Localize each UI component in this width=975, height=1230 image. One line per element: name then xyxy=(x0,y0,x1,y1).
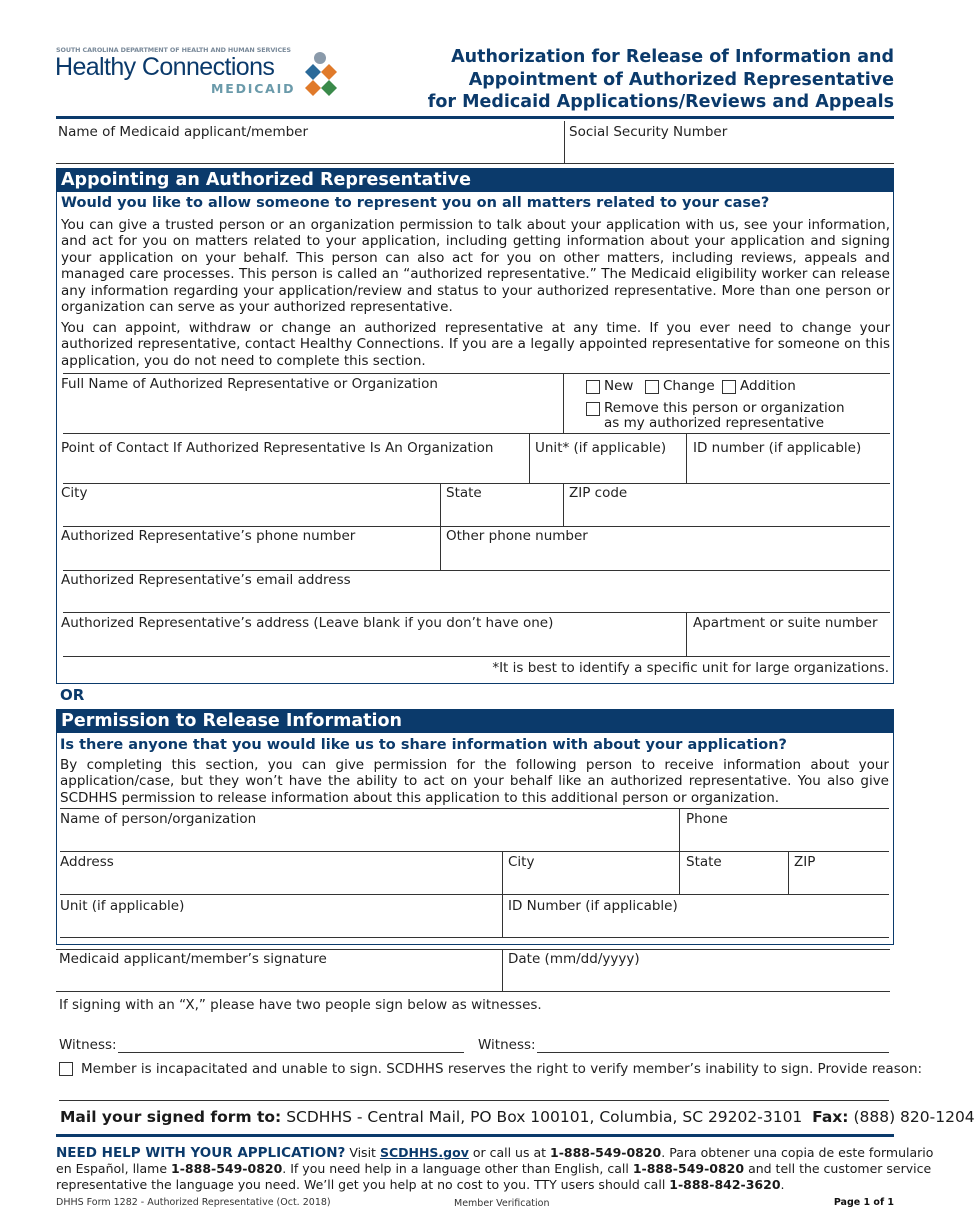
rep-other-phone-field[interactable] xyxy=(443,546,889,570)
point-of-contact-label: Point of Contact If Authorized Representative Is An Organization xyxy=(61,440,494,456)
divider xyxy=(502,949,503,991)
release-address-label: Address xyxy=(60,854,114,870)
divider xyxy=(60,937,889,938)
divider xyxy=(56,949,890,950)
fax-number: (888) 820-1204 xyxy=(853,1108,975,1126)
mail-rule xyxy=(56,1134,894,1137)
release-phone-label: Phone xyxy=(686,811,728,827)
help-text-3: en Español, llame xyxy=(56,1161,168,1176)
footer-center: Member Verification xyxy=(454,1198,550,1209)
release-address-field[interactable] xyxy=(60,872,500,893)
authorized-rep-heading: Appointing an Authorized Representative xyxy=(56,168,894,192)
change-checkbox[interactable] xyxy=(645,380,659,394)
rep-apt-field[interactable] xyxy=(689,633,889,655)
help-text-4: . If you need help in a language other than English, call xyxy=(282,1161,629,1176)
help-phone-4: 1-888-842-3620 xyxy=(669,1177,781,1192)
release-heading: Permission to Release Information xyxy=(56,709,894,733)
authorized-rep-question: Would you like to allow someone to represent you on all matters related to your case? xyxy=(61,195,770,211)
rep-unit-field[interactable] xyxy=(532,458,684,482)
release-question: Is there anyone that you would like us to share information with about your application? xyxy=(60,737,787,753)
help-text-6: representative the language you need. We’ll get you help at no cost to you. TTY users should call xyxy=(56,1177,666,1192)
new-checkbox-label: New xyxy=(604,378,634,394)
rep-zip-label: ZIP code xyxy=(569,485,628,501)
divider xyxy=(563,483,564,527)
remove-checkbox-label-2: as my authorized representative xyxy=(604,415,825,431)
release-state-label: State xyxy=(686,854,722,870)
divider xyxy=(63,433,890,434)
unit-footnote: *It is best to identify a specific unit for large organizations. xyxy=(492,660,889,676)
divider xyxy=(563,373,564,433)
remove-checkbox-label-1: Remove this person or organization xyxy=(604,400,845,416)
divider xyxy=(63,656,890,657)
applicant-name-label: Name of Medicaid applicant/member xyxy=(58,124,309,140)
release-id-number-label: ID Number (if applicable) xyxy=(508,898,678,914)
remove-checkbox[interactable] xyxy=(586,402,600,416)
divider xyxy=(686,433,687,483)
signature-label: Medicaid applicant/member’s signature xyxy=(59,951,327,967)
witness-note: If signing with an “X,” please have two people sign below as witnesses. xyxy=(59,997,542,1013)
change-checkbox-label: Change xyxy=(663,378,715,394)
rep-full-name-field[interactable] xyxy=(60,394,560,432)
witness-1-label: Witness: xyxy=(59,1037,117,1053)
divider xyxy=(60,851,889,852)
incapacitated-label: Member is incapacitated and unable to sign. SCDHHS reserves the right to verify member’s inability to sign. Provide reason: xyxy=(81,1061,923,1077)
addition-checkbox-label: Addition xyxy=(740,378,796,394)
release-name-field[interactable] xyxy=(60,829,677,850)
logo-agency-text: SOUTH CAROLINA DEPARTMENT OF HEALTH AND HUMAN SERVICES xyxy=(56,46,291,54)
help-text-2: . Para obtener una copia de este formulario xyxy=(661,1145,934,1160)
divider xyxy=(788,851,789,894)
witness-2-label: Witness: xyxy=(478,1037,536,1053)
divider xyxy=(686,612,687,656)
title-line-2: Appointment of Authorized Representative xyxy=(468,69,894,90)
authorized-rep-paragraph-2: You can appoint, withdraw or change an authorized representative at any time. If you ever need to change your authorized representative, contact Healthy Connections. If you are a legally appointed representative for someone on this application, you do not need to complete this section. xyxy=(61,320,890,369)
release-phone-field[interactable] xyxy=(682,829,889,850)
header-rule xyxy=(56,116,894,119)
fax-label: Fax: xyxy=(812,1108,849,1126)
release-city-field[interactable] xyxy=(505,872,677,893)
help-text-5: and tell the customer service xyxy=(748,1161,932,1176)
help-visit-text: Visit xyxy=(349,1145,376,1160)
incapacitated-reason-field[interactable] xyxy=(59,1082,889,1101)
release-unit-field[interactable] xyxy=(60,916,500,937)
help-text-1: or call us at xyxy=(472,1145,547,1160)
release-paragraph: By completing this section, you can give permission for the following person to receive information about your application/case, but they won’t have the ability to act on your behalf like an authorized representative. You also give SCDHHS permission to release information about this application to this additional person or organization. xyxy=(60,757,889,806)
date-field[interactable] xyxy=(505,969,889,990)
rep-state-field[interactable] xyxy=(443,503,561,525)
scdhhs-link[interactable]: SCDHHS.gov xyxy=(379,1145,469,1160)
ssn-label: Social Security Number xyxy=(569,124,728,140)
divider xyxy=(63,526,890,527)
divider xyxy=(63,612,890,613)
rep-address-field[interactable] xyxy=(60,633,683,655)
authorized-rep-paragraph-1: You can give a trusted person or an organization permission to talk about your application with us, see your information, and act for you on matters related to your application, including getting information about your application and signing your application on your behalf. This person can also act for you on other matters, including reviews, appeals and managed care processes. This person is called an “authorized representative.” The Medicaid eligibility worker can release any information regarding your application/review and status to your authorized representative. More than one person or organization can serve as your authorized representative. xyxy=(61,217,890,316)
help-text-7: . xyxy=(780,1177,785,1192)
logo-mark-icon xyxy=(291,48,341,103)
rep-email-label: Authorized Representative’s email address xyxy=(61,572,351,588)
rep-city-label: City xyxy=(61,485,88,501)
release-name-label: Name of person/organization xyxy=(60,811,257,827)
form-id: DHHS Form 1282 - Authorized Representative (Oct. 2018) xyxy=(56,1197,331,1208)
point-of-contact-field[interactable] xyxy=(60,458,526,482)
divider xyxy=(60,808,889,809)
help-line-1 xyxy=(56,1145,934,1161)
logo xyxy=(56,46,346,101)
release-zip-field[interactable] xyxy=(791,872,889,893)
witness-1-field[interactable] xyxy=(118,1035,464,1053)
rep-email-field[interactable] xyxy=(60,590,889,612)
help-phone-3: 1-888-549-0820 xyxy=(632,1161,745,1176)
help-line-2 xyxy=(56,1161,932,1177)
divider xyxy=(60,894,889,895)
divider xyxy=(63,483,890,484)
applicant-name-field[interactable] xyxy=(56,142,562,162)
divider xyxy=(56,163,894,164)
divider xyxy=(63,570,890,571)
mail-line xyxy=(60,1108,975,1126)
release-state-field[interactable] xyxy=(682,872,786,893)
help-line-3 xyxy=(56,1177,896,1193)
release-unit-label: Unit (if applicable) xyxy=(60,898,185,914)
divider xyxy=(63,373,890,374)
rep-phone-label: Authorized Representative’s phone number xyxy=(61,528,356,544)
title-line-3: for Medicaid Applications/Reviews and Appeals xyxy=(427,92,894,112)
date-label: Date (mm/dd/yyyy) xyxy=(508,951,640,967)
release-zip-label: ZIP xyxy=(794,854,816,870)
rep-address-label: Authorized Representative’s address (Leave blank if you don’t have one) xyxy=(61,615,554,631)
rep-city-field[interactable] xyxy=(60,503,438,525)
or-label: OR xyxy=(60,686,85,704)
ssn-field[interactable] xyxy=(566,142,892,162)
divider xyxy=(56,991,890,992)
divider xyxy=(564,121,565,163)
title-line-1: Authorization for Release of Information and xyxy=(451,47,894,67)
help-phone-2: 1-888-549-0820 xyxy=(171,1161,283,1176)
new-checkbox[interactable] xyxy=(586,380,600,394)
incapacitated-checkbox[interactable] xyxy=(59,1062,73,1076)
help-text xyxy=(56,1145,934,1193)
form-title xyxy=(428,46,894,114)
rep-phone-field[interactable] xyxy=(60,546,438,570)
rep-state-label: State xyxy=(446,485,482,501)
rep-other-phone-label: Other phone number xyxy=(446,528,588,544)
logo-brand-text: Healthy Connections xyxy=(55,53,275,81)
page-number: Page 1 of 1 xyxy=(833,1197,894,1208)
rep-zip-field[interactable] xyxy=(566,503,889,525)
divider xyxy=(440,483,441,571)
addition-checkbox[interactable] xyxy=(722,380,736,394)
help-phone-1: 1-888-549-0820 xyxy=(550,1145,662,1160)
signature-field[interactable] xyxy=(58,969,499,990)
divider xyxy=(529,433,530,483)
rep-apt-label: Apartment or suite number xyxy=(693,615,878,631)
logo-program-text: MEDICAID xyxy=(211,81,296,96)
help-heading: NEED HELP WITH YOUR APPLICATION? xyxy=(56,1145,346,1161)
rep-id-number-label: ID number (if applicable) xyxy=(693,440,862,456)
mail-label: Mail your signed form to: xyxy=(60,1108,282,1126)
witness-2-field[interactable] xyxy=(537,1035,889,1053)
release-city-label: City xyxy=(508,854,535,870)
mail-address: SCDHHS - Central Mail, PO Box 100101, Columbia, SC 29202-3101 xyxy=(286,1108,803,1126)
release-id-number-field[interactable] xyxy=(505,916,889,937)
rep-full-name-label: Full Name of Authorized Representative or Organization xyxy=(61,376,438,392)
rep-unit-label: Unit* (if applicable) xyxy=(535,440,667,456)
rep-id-number-field[interactable] xyxy=(689,458,889,482)
